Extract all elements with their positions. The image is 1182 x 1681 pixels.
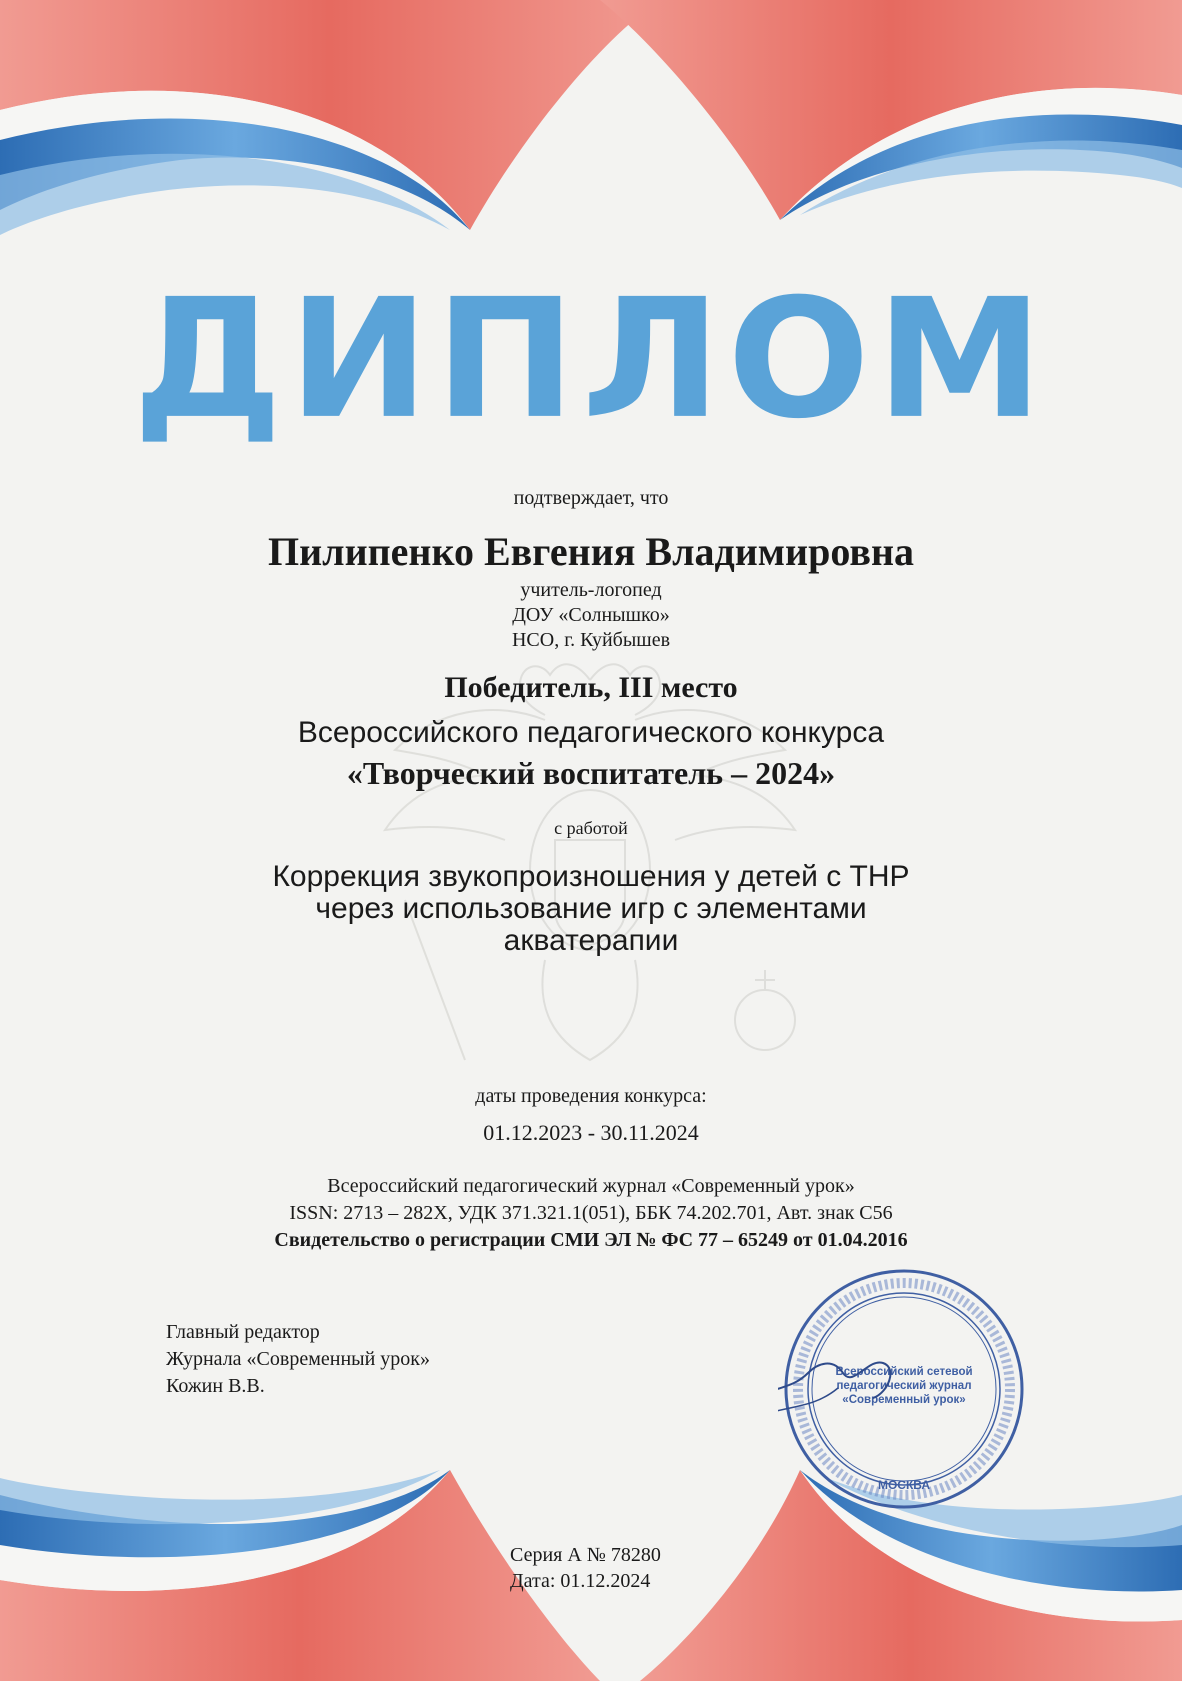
editor-journal: Журнала «Современный урок»: [166, 1348, 431, 1370]
official-stamp: [778, 1263, 1030, 1515]
journal-info: [0, 1173, 1182, 1254]
recipient-position: учитель-логопед: [520, 579, 662, 601]
contest-dates: 01.12.2023 - 30.11.2024: [483, 1120, 699, 1145]
stamp-center-line: Всероссийский сетевой: [835, 1366, 973, 1378]
recipient-name: Пилипенко Евгения Владимировна: [267, 529, 914, 574]
with-work-label: с работой: [554, 818, 628, 838]
contest-name: «Творческий воспитатель – 2024»: [346, 755, 836, 791]
stamp-center-line: «Современный урок»: [842, 1394, 966, 1406]
editor-block: [166, 1319, 430, 1400]
footer-series: [510, 1542, 661, 1594]
work-title: [0, 861, 1182, 957]
recipient-organization: ДОУ «Солнышко»: [512, 604, 670, 626]
contest-type: Всероссийского педагогического конкурса: [297, 716, 885, 749]
editor-name: Кожин В.В.: [166, 1375, 265, 1397]
journal-registration: Свидетельство о регистрации СМИ ЭЛ № ФС 77 – 65249 от 01.04.2016: [274, 1229, 908, 1251]
work-title-line: акватерапии: [503, 924, 679, 957]
issue-date: Дата: 01.12.2024: [510, 1570, 651, 1592]
stamp-center-line: педагогический журнал: [836, 1380, 972, 1392]
work-title-line: Коррекция звукопроизношения у детей с ТНР: [272, 860, 910, 893]
journal-issn: ISSN: 2713 – 282X, УДК 371.321.1(051), ББК 74.202.701, Авт. знак С56: [289, 1202, 893, 1224]
dates-label: даты проведения конкурса:: [475, 1085, 707, 1107]
confirms-text: подтверждает, что: [513, 487, 669, 509]
series-number: Серия А № 78280: [510, 1544, 661, 1566]
recipient-location: НСО, г. Куйбышев: [511, 629, 671, 651]
editor-title: Главный редактор: [166, 1321, 320, 1343]
recipient-details: [0, 578, 1182, 653]
diploma-title: ДИПЛОМ: [132, 262, 1050, 456]
stamp-city: МОСКВА: [877, 1478, 931, 1492]
work-title-line: через использование игр с элементами: [315, 892, 867, 925]
journal-line: Всероссийский педагогический журнал «Современный урок»: [327, 1175, 855, 1197]
award-place: Победитель, III место: [444, 671, 738, 704]
